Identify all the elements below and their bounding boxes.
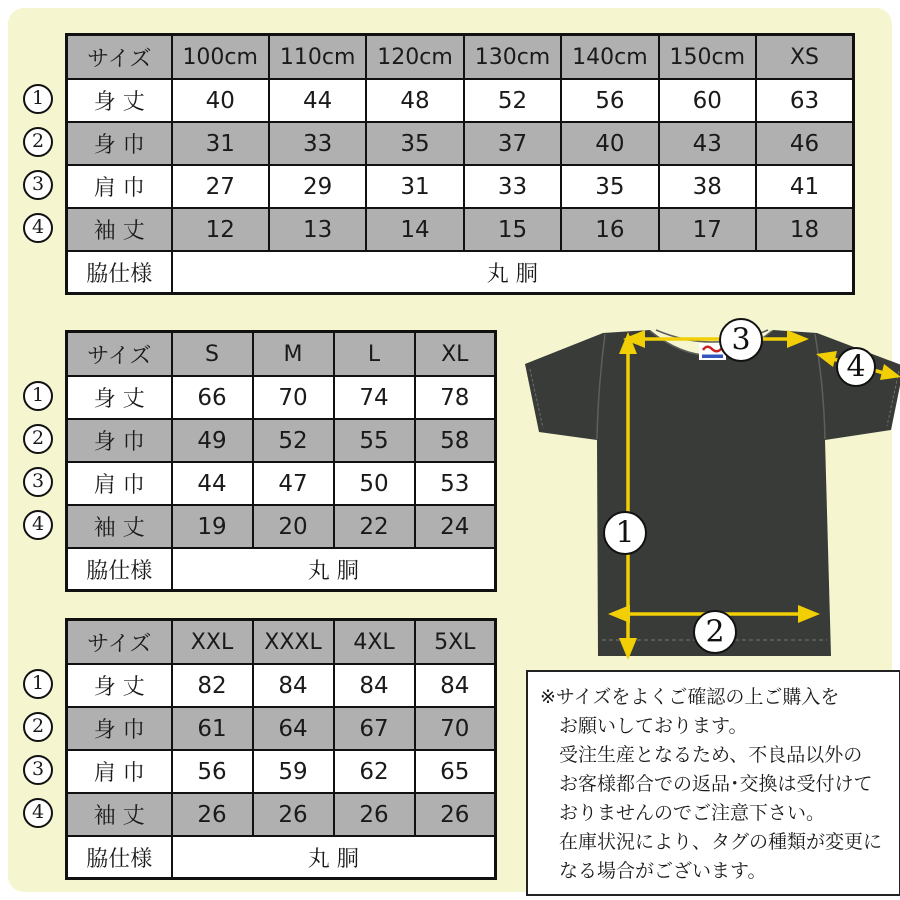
measurement-value: 44 <box>172 462 253 505</box>
measurement-value: 84 <box>253 664 334 707</box>
side-spec-value: 丸 胴 <box>172 251 854 294</box>
measurement-value: 47 <box>253 462 334 505</box>
side-spec-value: 丸 胴 <box>172 548 496 591</box>
measurement-value: 53 <box>415 462 496 505</box>
size-column-header: 150cm <box>659 35 756 80</box>
measurement-row-label: 肩 巾 <box>67 750 172 793</box>
measurement-value: 27 <box>172 165 269 208</box>
adult-size-table <box>65 330 497 592</box>
tshirt-measurement-diagram <box>513 318 900 666</box>
row-marker-1: 1 <box>23 381 53 411</box>
measurement-value: 59 <box>253 750 334 793</box>
measurement-value: 18 <box>756 208 853 251</box>
size-column-header: 130cm <box>464 35 561 80</box>
note-line: お願いしております。 <box>559 715 748 737</box>
note-line: 受注生産となるため、不良品以外の <box>559 744 863 766</box>
measurement-value: 62 <box>334 750 415 793</box>
size-column-header: 120cm <box>366 35 463 80</box>
measurement-value: 55 <box>334 419 415 462</box>
note-line: ※サイズをよくご確認の上ご購入を <box>540 686 840 708</box>
measurement-value: 37 <box>464 122 561 165</box>
measurement-row-label: 身 巾 <box>67 707 172 750</box>
measurement-value: 35 <box>366 122 463 165</box>
measurement-row-label: 肩 巾 <box>67 165 172 208</box>
note-line: なる場合がございます。 <box>559 860 767 882</box>
measurement-value: 33 <box>269 122 366 165</box>
note-line: お客様都合での返品･交換は受付けて <box>559 773 873 795</box>
row-marker-2: 2 <box>23 127 53 157</box>
measurement-value: 74 <box>334 376 415 419</box>
measurement-value: 78 <box>415 376 496 419</box>
measurement-value: 64 <box>253 707 334 750</box>
measurement-row-label: 身 丈 <box>67 79 172 122</box>
measurement-value: 52 <box>464 79 561 122</box>
measurement-row-label: 身 丈 <box>67 376 172 419</box>
measurement-value: 26 <box>415 793 496 836</box>
side-spec-label: 脇仕様 <box>67 836 172 879</box>
measurement-value: 41 <box>756 165 853 208</box>
kids-size-table <box>65 33 855 295</box>
measurement-value: 44 <box>269 79 366 122</box>
measurement-value: 67 <box>334 707 415 750</box>
measurement-value: 65 <box>415 750 496 793</box>
measurement-value: 61 <box>172 707 253 750</box>
size-column-header: XXL <box>172 620 253 665</box>
measurement-value: 31 <box>366 165 463 208</box>
measurement-value: 12 <box>172 208 269 251</box>
size-column-header: XL <box>415 332 496 377</box>
measurement-value: 38 <box>659 165 756 208</box>
size-column-header: XXXL <box>253 620 334 665</box>
measurement-value: 48 <box>366 79 463 122</box>
measurement-value: 82 <box>172 664 253 707</box>
row-marker-3: 3 <box>23 467 53 497</box>
measurement-value: 35 <box>561 165 658 208</box>
measurement-value: 58 <box>415 419 496 462</box>
svg-text:2: 2 <box>705 614 725 650</box>
side-spec-value: 丸 胴 <box>172 836 496 879</box>
marker-2 <box>694 611 736 653</box>
measurement-value: 56 <box>561 79 658 122</box>
measurement-row-label: 袖 丈 <box>67 793 172 836</box>
measurement-value: 17 <box>659 208 756 251</box>
measurement-row-label: 袖 丈 <box>67 505 172 548</box>
note-line: 在庫状況により、タグの種類が変更に <box>559 831 883 853</box>
measurement-value: 19 <box>172 505 253 548</box>
measurement-row-label: 身 丈 <box>67 664 172 707</box>
measurement-value: 33 <box>464 165 561 208</box>
measurement-value: 40 <box>172 79 269 122</box>
size-column-header: 140cm <box>561 35 658 80</box>
measurement-value: 15 <box>464 208 561 251</box>
marker-3 <box>720 319 762 361</box>
measurement-value: 24 <box>415 505 496 548</box>
svg-text:1: 1 <box>615 515 635 551</box>
measurement-value: 14 <box>366 208 463 251</box>
measurement-value: 20 <box>253 505 334 548</box>
row-marker-3: 3 <box>23 170 53 200</box>
measurement-value: 84 <box>334 664 415 707</box>
measurement-value: 56 <box>172 750 253 793</box>
size-column-header: 100cm <box>172 35 269 80</box>
svg-text:4: 4 <box>846 349 866 385</box>
size-column-header: 5XL <box>415 620 496 665</box>
measurement-value: 31 <box>172 122 269 165</box>
measurement-value: 66 <box>172 376 253 419</box>
measurement-value: 16 <box>561 208 658 251</box>
size-header-label: サイズ <box>67 35 172 80</box>
measurement-row-label: 身 巾 <box>67 122 172 165</box>
marker-1 <box>604 512 646 554</box>
size-column-header: M <box>253 332 334 377</box>
measurement-value: 49 <box>172 419 253 462</box>
row-marker-2: 2 <box>23 424 53 454</box>
row-marker-3: 3 <box>23 755 53 785</box>
measurement-row-label: 肩 巾 <box>67 462 172 505</box>
side-spec-label: 脇仕様 <box>67 548 172 591</box>
measurement-value: 22 <box>334 505 415 548</box>
marker-4 <box>837 348 875 386</box>
measurement-value: 26 <box>253 793 334 836</box>
svg-text:3: 3 <box>731 322 751 358</box>
measurement-value: 60 <box>659 79 756 122</box>
size-column-header: 110cm <box>269 35 366 80</box>
measurement-value: 13 <box>269 208 366 251</box>
row-marker-4: 4 <box>23 213 53 243</box>
note-line: おりませんのでご注意下さい。 <box>559 802 826 824</box>
purchase-note-box <box>526 670 900 896</box>
measurement-value: 46 <box>756 122 853 165</box>
size-column-header: XS <box>756 35 853 80</box>
measurement-value: 40 <box>561 122 658 165</box>
measurement-value: 26 <box>172 793 253 836</box>
size-column-header: 4XL <box>334 620 415 665</box>
row-marker-4: 4 <box>23 510 53 540</box>
measurement-value: 84 <box>415 664 496 707</box>
measurement-row-label: 身 巾 <box>67 419 172 462</box>
measurement-value: 52 <box>253 419 334 462</box>
measurement-value: 50 <box>334 462 415 505</box>
row-marker-1: 1 <box>23 669 53 699</box>
size-column-header: L <box>334 332 415 377</box>
side-spec-label: 脇仕様 <box>67 251 172 294</box>
measurement-value: 26 <box>334 793 415 836</box>
measurement-value: 63 <box>756 79 853 122</box>
measurement-value: 70 <box>415 707 496 750</box>
kids-size-table-wrap <box>65 33 855 295</box>
measurement-value: 43 <box>659 122 756 165</box>
size-header-label: サイズ <box>67 620 172 665</box>
big-size-table <box>65 618 497 880</box>
big-size-table-wrap <box>65 618 497 880</box>
row-marker-1: 1 <box>23 84 53 114</box>
size-header-label: サイズ <box>67 332 172 377</box>
size-column-header: S <box>172 332 253 377</box>
measurement-row-label: 袖 丈 <box>67 208 172 251</box>
measurement-value: 70 <box>253 376 334 419</box>
row-marker-2: 2 <box>23 712 53 742</box>
measurement-value: 29 <box>269 165 366 208</box>
background-panel <box>8 8 892 892</box>
adult-size-table-wrap <box>65 330 497 592</box>
row-marker-4: 4 <box>23 798 53 828</box>
